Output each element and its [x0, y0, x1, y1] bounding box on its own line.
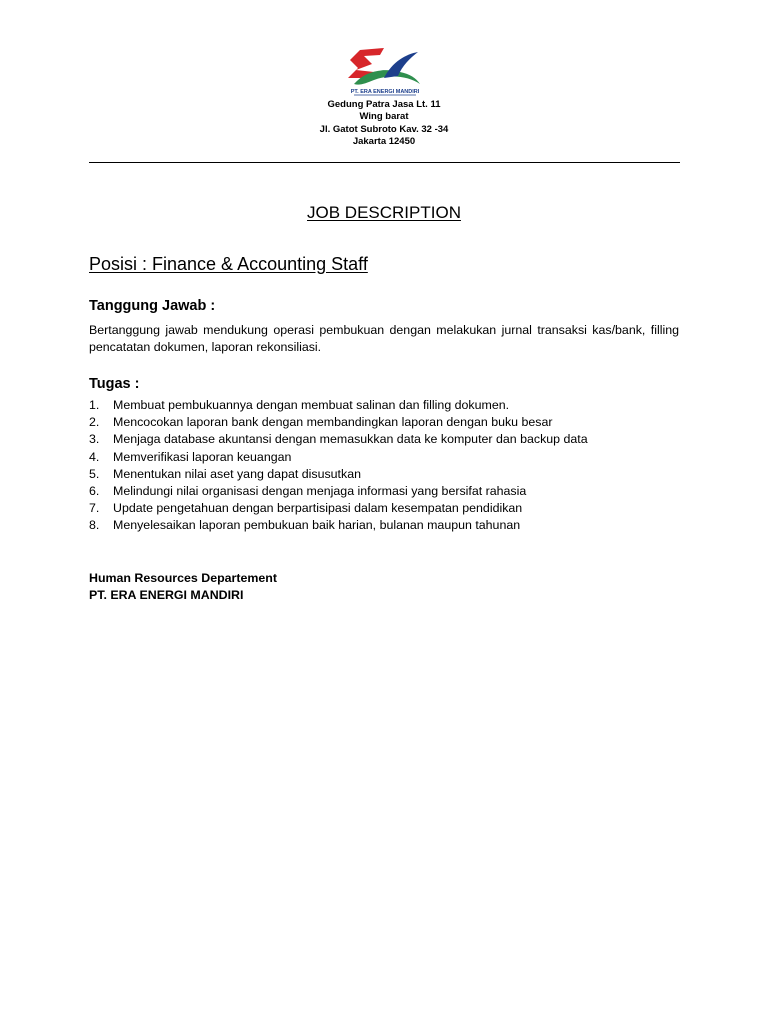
address-line: Jakarta 12450 [352, 136, 416, 148]
document-title-text: JOB DESCRIPTION [307, 203, 461, 222]
address-line: Wing barat [359, 111, 409, 123]
company-address [284, 99, 484, 149]
list-item [89, 431, 679, 448]
list-item-text: Update pengetahuan dengan berpartisipasi dalam kesempatan pendidikan [113, 501, 523, 516]
list-item-number: 4. [89, 449, 100, 464]
company-logo [344, 44, 422, 100]
list-item [89, 483, 679, 500]
list-item-number: 7. [89, 501, 100, 516]
list-item [89, 517, 679, 534]
list-item-text: Menjaga database akuntansi dengan memasukkan data ke komputer dan backup data [113, 432, 588, 447]
list-item [89, 500, 679, 517]
list-item-text: Mencocokan laporan bank dengan membandingkan laporan dengan buku besar [113, 415, 553, 430]
tasks-heading: Tugas : [89, 376, 140, 392]
task-list [89, 397, 679, 535]
era-energi-mandiri-logo-icon [344, 44, 422, 100]
list-item-text: Melindungi nilai organisasi dengan menjaga informasi yang bersifat rahasia [113, 484, 527, 499]
position-title: Posisi : Finance & Accounting Staff [89, 254, 368, 274]
list-item-number: 2. [89, 415, 100, 430]
list-item [89, 414, 679, 431]
address-line: Gedung Patra Jasa Lt. 11 [327, 99, 441, 110]
list-item-text: Memverifikasi laporan keuangan [113, 449, 292, 464]
list-item-text: Menyelesaikan laporan pembukuan baik harian, bulanan maupun tahunan [113, 518, 521, 533]
signature-department: Human Resources Departement [89, 571, 277, 585]
list-item-text: Membuat pembukuannya dengan membuat salinan dan filling dokumen. [113, 398, 510, 412]
responsibility-text: Bertanggung jawab mendukung operasi pembukuan dengan melakukan jurnal transaksi kas/bank, filling pencatatan dokumen, laporan rekonsiliasi. [89, 323, 679, 354]
list-item-number: 8. [89, 518, 100, 533]
document-title [0, 203, 768, 223]
address-line: Jl. Gatot Subroto Kav. 32 -34 [319, 123, 449, 135]
list-item-number: 3. [89, 432, 100, 447]
list-item [89, 397, 679, 414]
signature-block [89, 570, 277, 604]
list-item [89, 466, 679, 483]
header-divider [89, 162, 680, 163]
svg-text:PT. ERA ENERGI MANDIRI: PT. ERA ENERGI MANDIRI [350, 89, 420, 95]
list-item-text: Menentukan nilai aset yang dapat disusutkan [113, 466, 361, 481]
signature-company: PT. ERA ENERGI MANDIRI [89, 588, 244, 602]
list-item-number: 5. [89, 466, 100, 481]
list-item-number: 1. [89, 398, 100, 412]
responsibility-heading: Tanggung Jawab : [89, 298, 216, 314]
list-item [89, 449, 679, 466]
list-item-number: 6. [89, 484, 100, 499]
